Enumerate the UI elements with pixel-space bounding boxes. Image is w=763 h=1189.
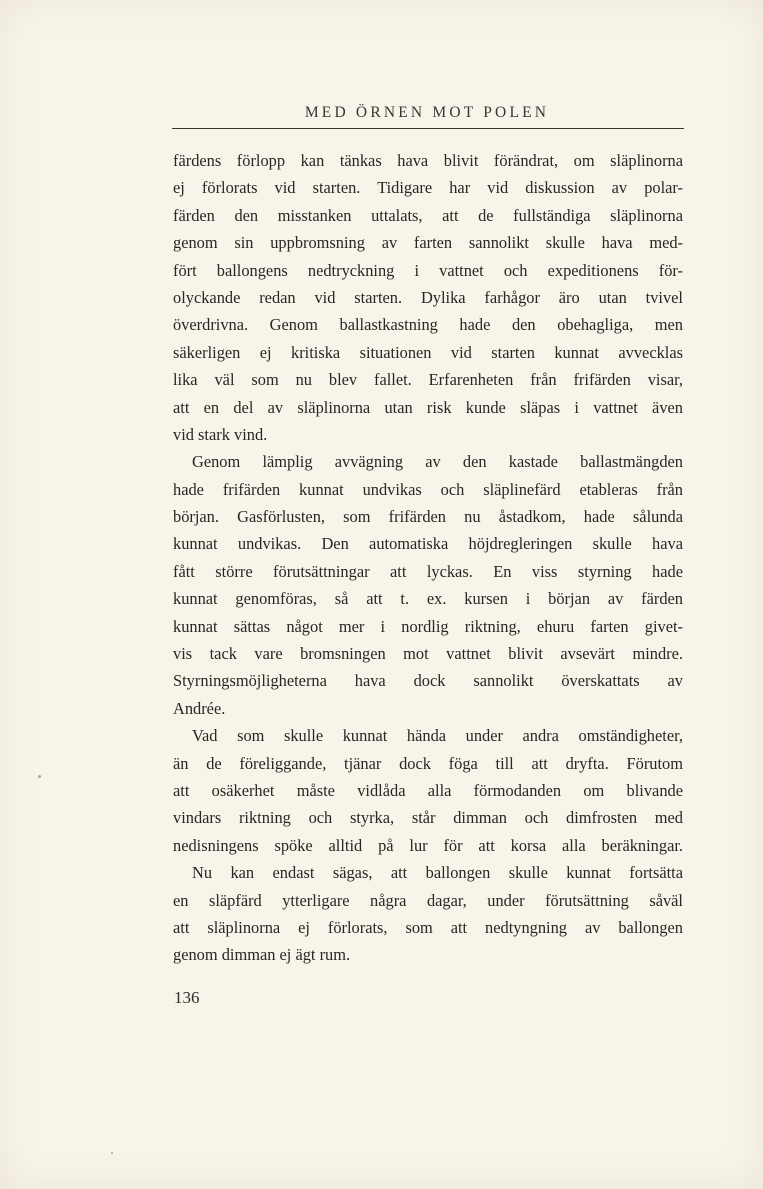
text-line: en släpfärd ytterligare några dagar, under förutsättning såväl: [173, 890, 683, 910]
text-line: genom sin uppbromsning av farten sannolikt skulle hava med-: [173, 233, 683, 253]
body-text: [173, 147, 683, 969]
text-line: olyckande redan vid starten. Dylika farhågor äro utan tvivel: [173, 287, 683, 307]
text-line: ej förlorats vid starten. Tidigare har vid diskussion av polar-: [173, 178, 683, 198]
header-rule: [172, 128, 684, 129]
page-number: 136: [174, 988, 200, 1007]
text-line: kunnat undvikas. Den automatiska höjdregleringen skulle hava: [173, 534, 683, 554]
text-line: Andrée.: [173, 698, 226, 718]
paper-speck: [111, 1152, 113, 1154]
text-line: att osäkerhet måste vidlåda alla förmodanden om blivande: [173, 780, 683, 800]
text-line: Vad som skulle kunnat hända under andra omständigheter,: [192, 726, 683, 746]
text-line: genom dimman ej ägt rum.: [173, 945, 351, 965]
text-line: vindars riktning och styrka, står dimman och dimfrosten med: [173, 808, 683, 828]
text-line: överdrivna. Genom ballastkastning hade den obehagliga, men: [173, 315, 683, 335]
text-line: Styrningsmöjligheterna hava dock sannolikt överskattats av: [173, 671, 683, 691]
text-line: än de föreliggande, tjänar dock föga till att dryfta. Förutom: [173, 753, 683, 773]
text-line: fått större förutsättningar att lyckas. En viss styrning hade: [173, 561, 683, 581]
text-line: nedisningens spöke alltid på lur för att korsa alla beräkningar.: [173, 835, 683, 855]
text-line: färden den misstanken uttalats, att de fullständiga släplinorna: [173, 205, 683, 225]
text-line: vis tack vare bromsningen mot vattnet blivit avsevärt mindre.: [173, 644, 683, 664]
text-line: fört ballongens nedtryckning i vattnet och expeditionens för-: [173, 260, 683, 280]
paper-speck: [38, 775, 41, 778]
text-line: Nu kan endast sägas, att ballongen skulle kunnat fortsätta: [192, 863, 683, 883]
text-line: hade frifärden kunnat undvikas och släplinefärd etableras från: [173, 479, 683, 499]
text-line: Genom lämplig avvägning av den kastade ballastmängden: [192, 452, 683, 472]
text-line: kunnat sättas något mer i nordlig riktning, ehuru farten givet-: [173, 616, 683, 636]
text-line: början. Gasförlusten, som frifärden nu åstadkom, hade sålunda: [173, 507, 683, 527]
text-line: att en del av släplinorna utan risk kunde släpas i vattnet även: [173, 397, 683, 417]
text-line: kunnat genomföras, så att t. ex. kursen i början av färden: [173, 589, 683, 609]
running-head: MED ÖRNEN MOT POLEN: [304, 104, 550, 121]
text-line: att släplinorna ej förlorats, som att nedtyngning av ballongen: [173, 917, 683, 937]
text-line: lika väl som nu blev fallet. Erfarenheten från frifärden visar,: [173, 370, 683, 390]
text-line: säkerligen ej kritiska situationen vid starten kunnat avvecklas: [173, 342, 683, 362]
text-line: färdens förlopp kan tänkas hava blivit förändrat, om släplinorna: [173, 151, 683, 170]
text-line: vid stark vind.: [173, 424, 268, 444]
